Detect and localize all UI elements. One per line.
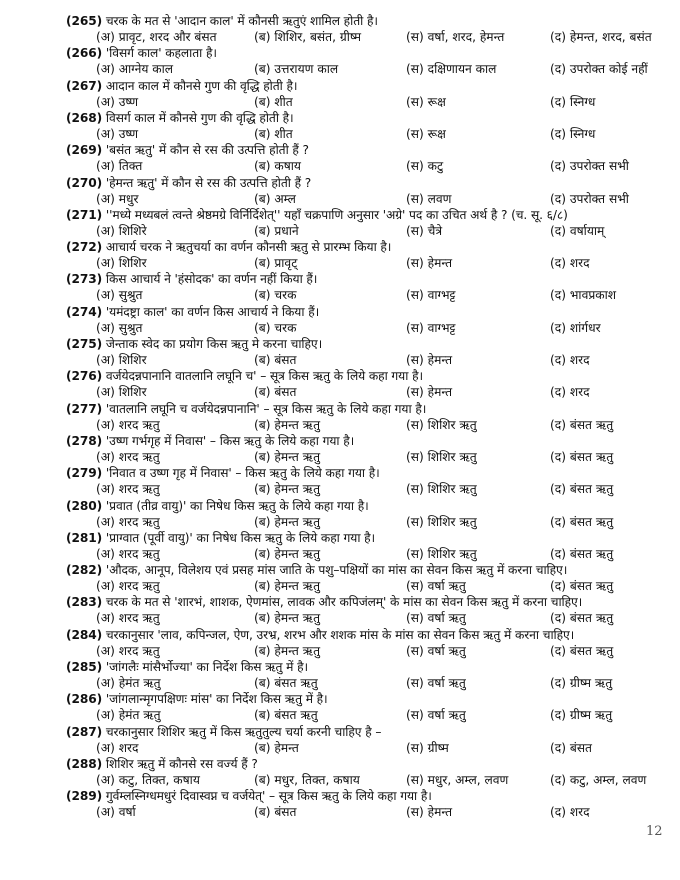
question-number: (275): [66, 337, 103, 351]
question-line: [66, 143, 309, 158]
question-item: [66, 402, 666, 434]
answer-option: (द) उपरोक्त सभी: [550, 191, 629, 206]
answer-option: (स) वर्षा ऋतु: [406, 676, 466, 690]
question-number: (286): [66, 692, 103, 707]
options-row: [96, 30, 666, 45]
answer-option: (स) चैत्रे: [406, 223, 443, 238]
question-number: (277): [66, 401, 103, 416]
answer-option: (अ) उष्ण: [96, 94, 139, 109]
question-item: [66, 660, 666, 692]
question-item: [66, 14, 666, 46]
answer-option: (द) भावप्रकाश: [550, 288, 617, 303]
options-row: [96, 450, 666, 465]
answer-option: (स) शिशिर ऋतु: [406, 514, 477, 529]
answer-option: (स) शिशिर ऋतु: [406, 417, 477, 432]
question-number: (268): [66, 110, 103, 125]
question-line: [66, 176, 311, 191]
question-number: (269): [66, 143, 103, 158]
answer-option: (द) बंसत ऋतु: [550, 514, 614, 529]
answer-option: (ब) हेमन्त ऋतु: [254, 579, 321, 594]
answer-option: (ब) शीत: [254, 94, 293, 109]
answer-option: (ब) बंसत ऋतु: [254, 676, 318, 690]
answer-option: (द) स्निग्ध: [550, 126, 596, 141]
answer-option: (द) स्निग्ध: [550, 94, 596, 109]
answer-option: (ब) बंसत: [254, 805, 297, 820]
answer-option: (अ) वर्षा: [96, 805, 136, 820]
answer-option: (अ) शरद ऋतु: [96, 579, 160, 594]
answer-option: (अ) हेमंत ऋतु: [96, 708, 161, 723]
question-line: [66, 14, 378, 29]
question-item: [66, 176, 666, 208]
answer-option: (अ) प्रावृट, शरद और बंसत: [96, 30, 217, 44]
answer-option: (द) हेमन्त, शरद, बसंत: [550, 30, 652, 44]
question-text: 'वातलानि लघूनि च वर्जयेदन्नपानानि' – सूत्र किस ऋतु के लिये कहा गया है।: [105, 401, 427, 416]
answer-option: (ब) शीत: [254, 126, 293, 141]
question-text: चरक के मत से 'आदान काल' में कौनसी ऋतुएं शामिल होती है।: [105, 14, 378, 28]
answer-option: (अ) शरद ऋतु: [96, 449, 160, 464]
answer-option: (द) बंसत ऋतु: [550, 417, 614, 432]
answer-option: (स) हेमन्त: [406, 805, 453, 820]
answer-option: (अ) तिक्त: [96, 159, 143, 174]
answer-option: (द) बंसत ऋतु: [550, 579, 614, 594]
answer-option: (ब) चरक: [254, 320, 297, 335]
options-row: [96, 515, 666, 530]
question-text: 'औदक, आनूप, विलेशय एवं प्रसह मांस जाति के पशु–पक्षियों का मांस का सेवन किस ऋतु में करना चाहिए।: [105, 563, 568, 578]
question-item: [66, 563, 666, 595]
question-number: (289): [66, 789, 103, 804]
answer-option: (अ) शिशिर: [96, 385, 147, 400]
question-item: [66, 595, 666, 627]
question-line: [66, 466, 380, 481]
options-row: [96, 62, 666, 77]
question-item: [66, 725, 666, 757]
options-row: [96, 482, 666, 497]
question-item: [66, 208, 666, 240]
answer-option: (अ) शरद ऋतु: [96, 546, 160, 561]
options-row: [96, 547, 666, 562]
answer-option: (द) बंसत ऋतु: [550, 546, 614, 561]
answer-option: (ब) मधुर, तिक्त, कषाय: [254, 772, 360, 787]
answer-option: (अ) शिशिरे: [96, 223, 147, 238]
options-row: [96, 192, 666, 207]
question-number: (270): [66, 175, 103, 190]
answer-option: (अ) शरद: [96, 740, 139, 755]
answer-option: (ब) हेमन्त ऋतु: [254, 417, 321, 432]
options-row: [96, 159, 666, 174]
answer-option: (स) रूक्ष: [406, 94, 446, 109]
question-number: (285): [66, 660, 103, 674]
answer-option: (द) कटु, अम्ल, लवण: [550, 772, 647, 787]
question-number: (267): [66, 78, 103, 93]
question-number: (280): [66, 498, 103, 513]
question-line: [66, 46, 217, 61]
answer-option: (अ) शरद ऋतु: [96, 482, 160, 497]
question-line: [66, 434, 354, 449]
question-line: [66, 660, 308, 675]
question-number: (278): [66, 433, 103, 448]
question-text: 'प्रवात (तीव्र वायु)' का निषेध किस ऋतु के लिये कहा गया है।: [105, 498, 369, 513]
question-number: (287): [66, 724, 103, 739]
question-text: जेन्ताक स्वेद का प्रयोग किस ऋतु मे करना चाहिए।: [105, 337, 323, 351]
answer-option: (अ) शरद ऋतु: [96, 514, 160, 529]
answer-option: (ब) बंसत ऋतु: [254, 708, 318, 723]
answer-option: (स) वाग्भट्ट: [406, 288, 456, 303]
options-row: [96, 805, 666, 820]
question-text: शिशिर ऋतु में कौनसे रस वर्ज्य हैं ?: [105, 756, 258, 771]
answer-option: (ब) प्रधाने: [254, 223, 299, 238]
options-row: [96, 611, 666, 626]
question-line: [66, 79, 297, 94]
answer-option: (ब) शिशिर, बसंत, ग्रीष्म: [254, 30, 362, 44]
answer-option: (द) शरद: [550, 385, 590, 400]
question-line: [66, 725, 381, 740]
answer-option: (स) ग्रीष्म: [406, 740, 449, 755]
page-number: 12: [646, 824, 663, 839]
options-row: [96, 385, 666, 400]
answer-option: (द) उपरोक्त कोई नहीं: [550, 62, 648, 77]
options-row: [96, 288, 666, 303]
question-text: 'विसर्ग काल' कहलाता है।: [105, 46, 217, 61]
answer-option: (द) बंसत ऋतु: [550, 643, 614, 658]
question-item: [66, 628, 666, 660]
question-line: [66, 531, 375, 546]
question-text: वर्जयेदन्नपानानि वातलानि लघूनि च' – सूत्र किस ऋतु के लिये कहा गया है।: [105, 369, 423, 384]
question-number: (273): [66, 272, 103, 287]
question-item: [66, 111, 666, 143]
answer-option: (स) वर्षा ऋतु: [406, 579, 466, 594]
options-row: [96, 321, 666, 336]
question-text: विसर्ग काल में कौनसे गुण की वृद्धि होती है।: [105, 110, 294, 125]
answer-option: (स) मधुर, अम्ल, लवण: [406, 772, 509, 787]
answer-option: (स) कटु: [406, 159, 444, 174]
question-number: (282): [66, 563, 103, 578]
answer-option: (स) वर्षा ऋतु: [406, 643, 466, 658]
answer-option: (ब) हेमन्त ऋतु: [254, 514, 321, 529]
question-number: (276): [66, 369, 103, 384]
answer-option: (स) वर्षा, शरद, हेमन्त: [406, 30, 505, 44]
question-text: चरक के मत से 'शारभं, शाशक, ऐणमांस, लावक और कपिजंलम्' के मांस का सेवन किस ऋतु में करना चाहिए।: [105, 595, 583, 610]
question-text: 'प्राग्वात (पूर्वी वायु)' का निषेध किस ऋतु के लिये कहा गया है।: [105, 530, 376, 545]
question-line: [66, 272, 317, 287]
options-row: [96, 418, 666, 433]
question-item: [66, 692, 666, 724]
question-number: (272): [66, 240, 103, 255]
question-line: [66, 499, 369, 514]
question-item: [66, 46, 666, 78]
options-row: [96, 256, 666, 271]
options-row: [96, 579, 666, 594]
answer-option: (स) दक्षिणायन काल: [406, 62, 497, 77]
answer-option: (अ) कटु, तिक्त, कषाय: [96, 772, 200, 787]
question-text: 'उष्ण गर्भगृह में निवास' – किस ऋतु के लिये कहा गया है।: [105, 433, 355, 448]
answer-option: (द) शरद: [550, 353, 590, 367]
answer-option: (स) शिशिर ऋतु: [406, 449, 477, 464]
answer-option: (द) बंसत ऋतु: [550, 449, 614, 464]
question-text: 'हेमन्त ऋतु' में कौन से रस की उत्पत्ति होती हैं ?: [105, 175, 312, 190]
answer-option: (स) हेमन्त: [406, 385, 453, 400]
answer-option: (द) ग्रीष्म ऋतु: [550, 708, 613, 723]
answer-option: (स) वर्षा ऋतु: [406, 708, 466, 723]
question-text: आदान काल में कौनसे गुण की वृद्धि होती है।: [105, 78, 298, 93]
options-row: [96, 644, 666, 659]
options-row: [96, 353, 666, 368]
answer-option: (ब) चरक: [254, 288, 297, 303]
question-line: [66, 563, 567, 578]
answer-option: (अ) शिशिर: [96, 353, 147, 367]
question-number: (274): [66, 304, 103, 319]
answer-option: (ब) हेमन्त ऋतु: [254, 611, 321, 626]
answer-option: (अ) शिशिर: [96, 256, 147, 271]
answer-option: (स) लवण: [406, 191, 452, 206]
answer-option: (अ) आग्नेय काल: [96, 62, 174, 77]
question-number: (283): [66, 595, 103, 610]
answer-option: (स) हेमन्त: [406, 353, 453, 367]
answer-option: (द) बंसत: [550, 740, 592, 755]
answer-option: (द) शरद: [550, 256, 590, 271]
answer-option: (ब) हेमन्त ऋतु: [254, 643, 321, 658]
answer-option: (स) रूक्ष: [406, 126, 446, 141]
question-number: (288): [66, 756, 103, 771]
question-text: गुर्वम्लस्निग्धमधुरं दिवास्वप्न च वर्जयेत्' – सूत्र किस ऋतु के लिये कहा गया है।: [105, 789, 432, 804]
question-line: [66, 692, 328, 707]
options-row: [96, 127, 666, 142]
question-item: [66, 305, 666, 337]
options-row: [96, 224, 666, 239]
answer-option: (द) शांर्गधर: [550, 320, 601, 335]
question-text: 'जांगलैः मांसैर्भोज्या' का निर्देश किस ऋतु में है।: [105, 660, 308, 674]
question-number: (279): [66, 466, 103, 481]
question-item: [66, 434, 666, 466]
question-text: चरकानुसार 'लाव, कपिन्जल, ऐण, उरभ्र, शरभ और शशक मांस के मांस का सेवन किस ऋतु में करना चाहिए।: [105, 627, 575, 642]
answer-option: (ब) कषाय: [254, 159, 301, 174]
answer-option: (ब) हेमन्त ऋतु: [254, 482, 321, 497]
answer-option: (द) बंसत ऋतु: [550, 611, 614, 626]
question-line: [66, 628, 574, 643]
question-text: चरकानुसार शिशिर ऋतु में किस ऋतुतुल्य चर्या करनी चाहिए है –: [105, 724, 382, 739]
question-line: [66, 402, 426, 417]
question-line: [66, 595, 582, 610]
question-number: (265): [66, 14, 103, 28]
answer-option: (स) हेमन्त: [406, 256, 453, 271]
question-item: [66, 79, 666, 111]
question-item: [66, 143, 666, 175]
question-item: [66, 789, 666, 821]
question-item: [66, 466, 666, 498]
options-row: [96, 708, 666, 723]
question-text: 'जांगलान्मृगपक्षिणः मांस' का निर्देश किस ऋतु में है।: [105, 692, 328, 707]
answer-option: (अ) मधुर: [96, 191, 139, 206]
question-line: [66, 111, 294, 126]
answer-option: (अ) शरद ऋतु: [96, 417, 160, 432]
question-item: [66, 369, 666, 401]
answer-option: (ब) उत्तरायण काल: [254, 62, 339, 77]
answer-option: (अ) सुश्रुत: [96, 288, 143, 303]
question-line: [66, 240, 391, 255]
question-item: [66, 337, 666, 369]
question-line: [66, 337, 322, 352]
answer-option: (ब) बंसत: [254, 385, 297, 400]
options-row: [96, 676, 666, 691]
question-line: [66, 369, 423, 384]
question-line: [66, 757, 258, 772]
options-row: [96, 95, 666, 110]
answer-option: (ब) अम्ल: [254, 191, 296, 206]
question-number: (266): [66, 46, 103, 61]
answer-option: (द) उपरोक्त सभी: [550, 159, 629, 174]
options-row: [96, 773, 666, 788]
question-text: ''मध्ये मध्यबलं त्वन्ते श्रेष्ठमग्रे विर्निर्दिशेत्'' यहॉं चक्रपाणि अनुसार 'अग्रे' पद का उचित अर्थ है ? (च. सू. ६/८): [105, 207, 568, 222]
answer-option: (द) वर्षायाम्: [550, 223, 605, 238]
answer-option: (स) वर्षा ऋतु: [406, 611, 466, 626]
answer-option: (अ) उष्ण: [96, 126, 139, 141]
question-item: [66, 499, 666, 531]
answer-option: (ब) हेमन्त ऋतु: [254, 546, 321, 561]
question-line: [66, 789, 432, 804]
options-row: [96, 741, 666, 756]
answer-option: (द) शरद: [550, 805, 590, 820]
question-text: आचार्य चरक ने ऋतुचर्या का वर्णन कौनसी ऋतु से प्रारम्भ किया है।: [105, 240, 392, 255]
question-item: [66, 531, 666, 563]
question-text: 'यमंदष्ट्रा काल' का वर्णन किस आचार्य ने किया हैं।: [105, 304, 320, 319]
question-item: [66, 272, 666, 304]
question-item: [66, 240, 666, 272]
answer-option: (स) वाग्भट्ट: [406, 320, 456, 335]
answer-option: (द) ग्रीष्म ऋतु: [550, 676, 613, 690]
question-number: (271): [66, 207, 103, 222]
answer-option: (ब) हेमन्त ऋतु: [254, 449, 321, 464]
question-line: [66, 305, 319, 320]
answer-option: (ब) हेमन्त: [254, 740, 299, 755]
question-number: (281): [66, 530, 103, 545]
answer-option: (स) शिशिर ऋतु: [406, 482, 477, 497]
answer-option: (स) शिशिर ऋतु: [406, 546, 477, 561]
question-text: 'बसंत ऋतु' में कौन से रस की उत्पत्ति होती हैं ?: [105, 143, 309, 158]
answer-option: (अ) सुश्रुत: [96, 320, 143, 335]
question-text: किस आचार्य ने 'हंसोदक' का वर्णन नहीं किया हैं।: [105, 272, 318, 287]
answer-option: (द) बंसत ऋतु: [550, 482, 614, 497]
question-text: 'निवात व उष्ण गृह में निवास' – किस ऋतु के लिये कहा गया है।: [105, 466, 380, 481]
question-line: [66, 208, 568, 223]
question-item: [66, 757, 666, 789]
answer-option: (अ) शरद ऋतु: [96, 643, 160, 658]
answer-option: (अ) हेमंत ऋतु: [96, 676, 161, 690]
answer-option: (अ) शरद ऋतु: [96, 611, 160, 626]
answer-option: (ब) बंसत: [254, 353, 297, 367]
answer-option: (ब) प्रावृट्: [254, 256, 298, 271]
question-number: (284): [66, 627, 103, 642]
